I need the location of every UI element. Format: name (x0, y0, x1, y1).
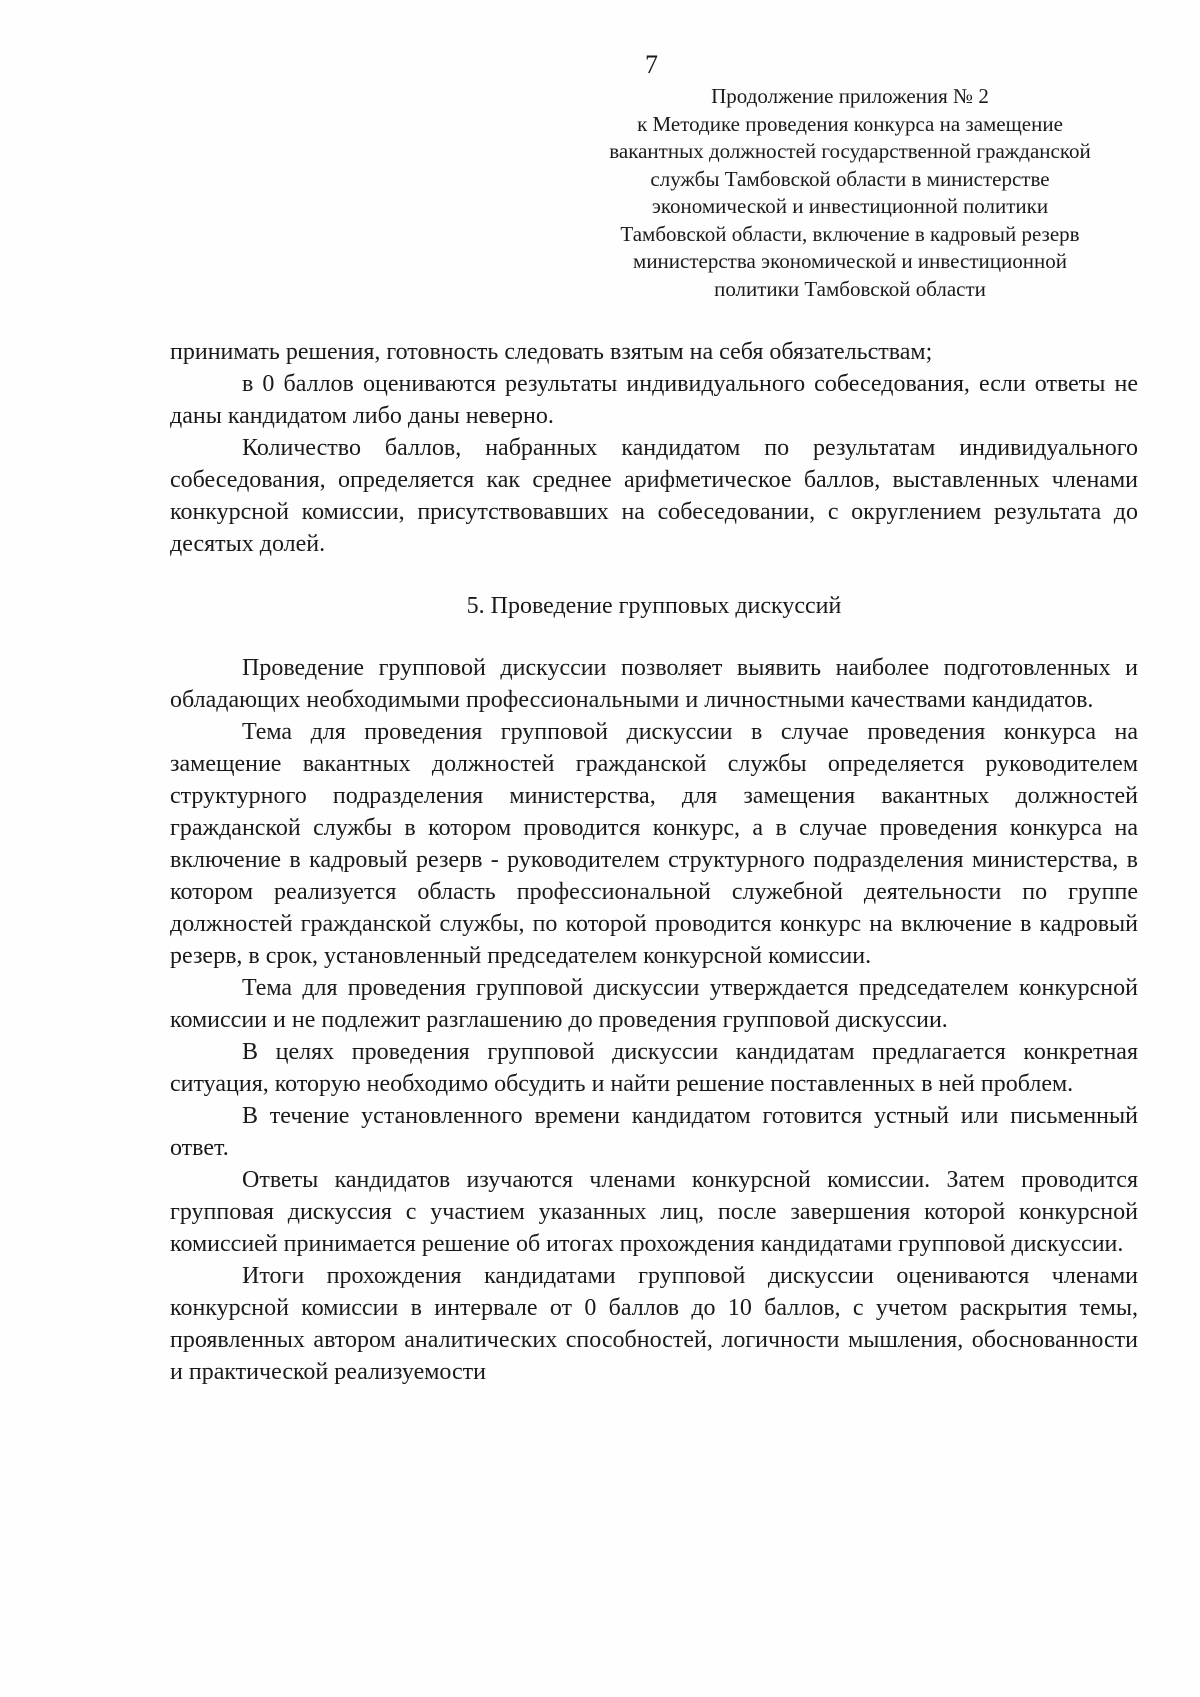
appendix-header (560, 83, 1140, 303)
header-line: экономической и инвестиционной политики (651, 194, 1049, 218)
header-line: Продолжение приложения № 2 (711, 84, 989, 108)
header-line: Тамбовской области, включение в кадровый резерв (620, 221, 1080, 246)
header-line: политики Тамбовской области (714, 276, 986, 301)
header-line: к Методике проведения конкурса на замещение (637, 111, 1063, 136)
paragraph: Тема для проведения групповой дискуссии утверждается председателем конкурсной комиссии и не подлежит разглашению до проведения групповой дискуссии. (170, 975, 1138, 1033)
header-line: министерства экономической и инвестиционной (633, 249, 1067, 273)
document-body (170, 336, 1138, 1388)
paragraph-continuation: принимать решения, готовность следовать взятым на себя обязательствам; (170, 339, 933, 365)
paragraph: Ответы кандидатов изучаются членами конкурсной комиссии. Затем проводится групповая дискуссия с участием указанных лиц, после завершения которой конкурсной комиссией принимается решение об итогах прохождения кандидатами групповой дискуссии. (170, 1167, 1138, 1257)
paragraph: в 0 баллов оцениваются результаты индивидуального собеседования, если ответы не даны кандидатом либо даны неверно. (170, 371, 1138, 429)
header-line: службы Тамбовской области в министерстве (650, 166, 1050, 191)
paragraph: Проведение групповой дискуссии позволяет выявить наиболее подготовленных и обладающих необходимыми профессиональными и личностными качествами кандидатов. (170, 655, 1138, 713)
section-heading: 5. Проведение групповых дискуссий (466, 593, 842, 619)
header-line: вакантных должностей государственной гражданской (609, 139, 1091, 163)
paragraph-continues: Итоги прохождения кандидатами групповой дискуссии оцениваются членами конкурсной комиссии в интервале от 0 баллов до 10 баллов, с учетом раскрытия темы, проявленных автором аналитических способностей, логичности мышления, обоснованности и практической реализуемости (170, 1263, 1138, 1385)
paragraph: В целях проведения групповой дискуссии кандидатам предлагается конкретная ситуация, которую необходимо обсудить и найти решение поставленных в ней проблем. (170, 1039, 1138, 1097)
paragraph: Тема для проведения групповой дискуссии в случае проведения конкурса на замещение вакантных должностей гражданской службы определяется руководителем структурного подразделения министерства, для замещения вакантных должностей гражданской службы в котором проводится конкурс, а в случае проведения конкурса на включение в кадровый резерв - руководителем структурного подразделения министерства, в котором реализуется область профессиональной служебной деятельности по группе должностей гражданской службы, по которой проводится конкурс на включение в кадровый резерв, в срок, установленный председателем конкурсной комиссии. (170, 719, 1138, 969)
page-number: 7 (645, 50, 658, 79)
paragraph: Количество баллов, набранных кандидатом по результатам индивидуального собеседования, определяется как среднее арифметическое баллов, выставленных членами конкурсной комиссии, присутствовавших на собеседовании, с округлением результата до десятых долей. (170, 435, 1138, 557)
paragraph: В течение установленного времени кандидатом готовится устный или письменный ответ. (170, 1103, 1138, 1161)
